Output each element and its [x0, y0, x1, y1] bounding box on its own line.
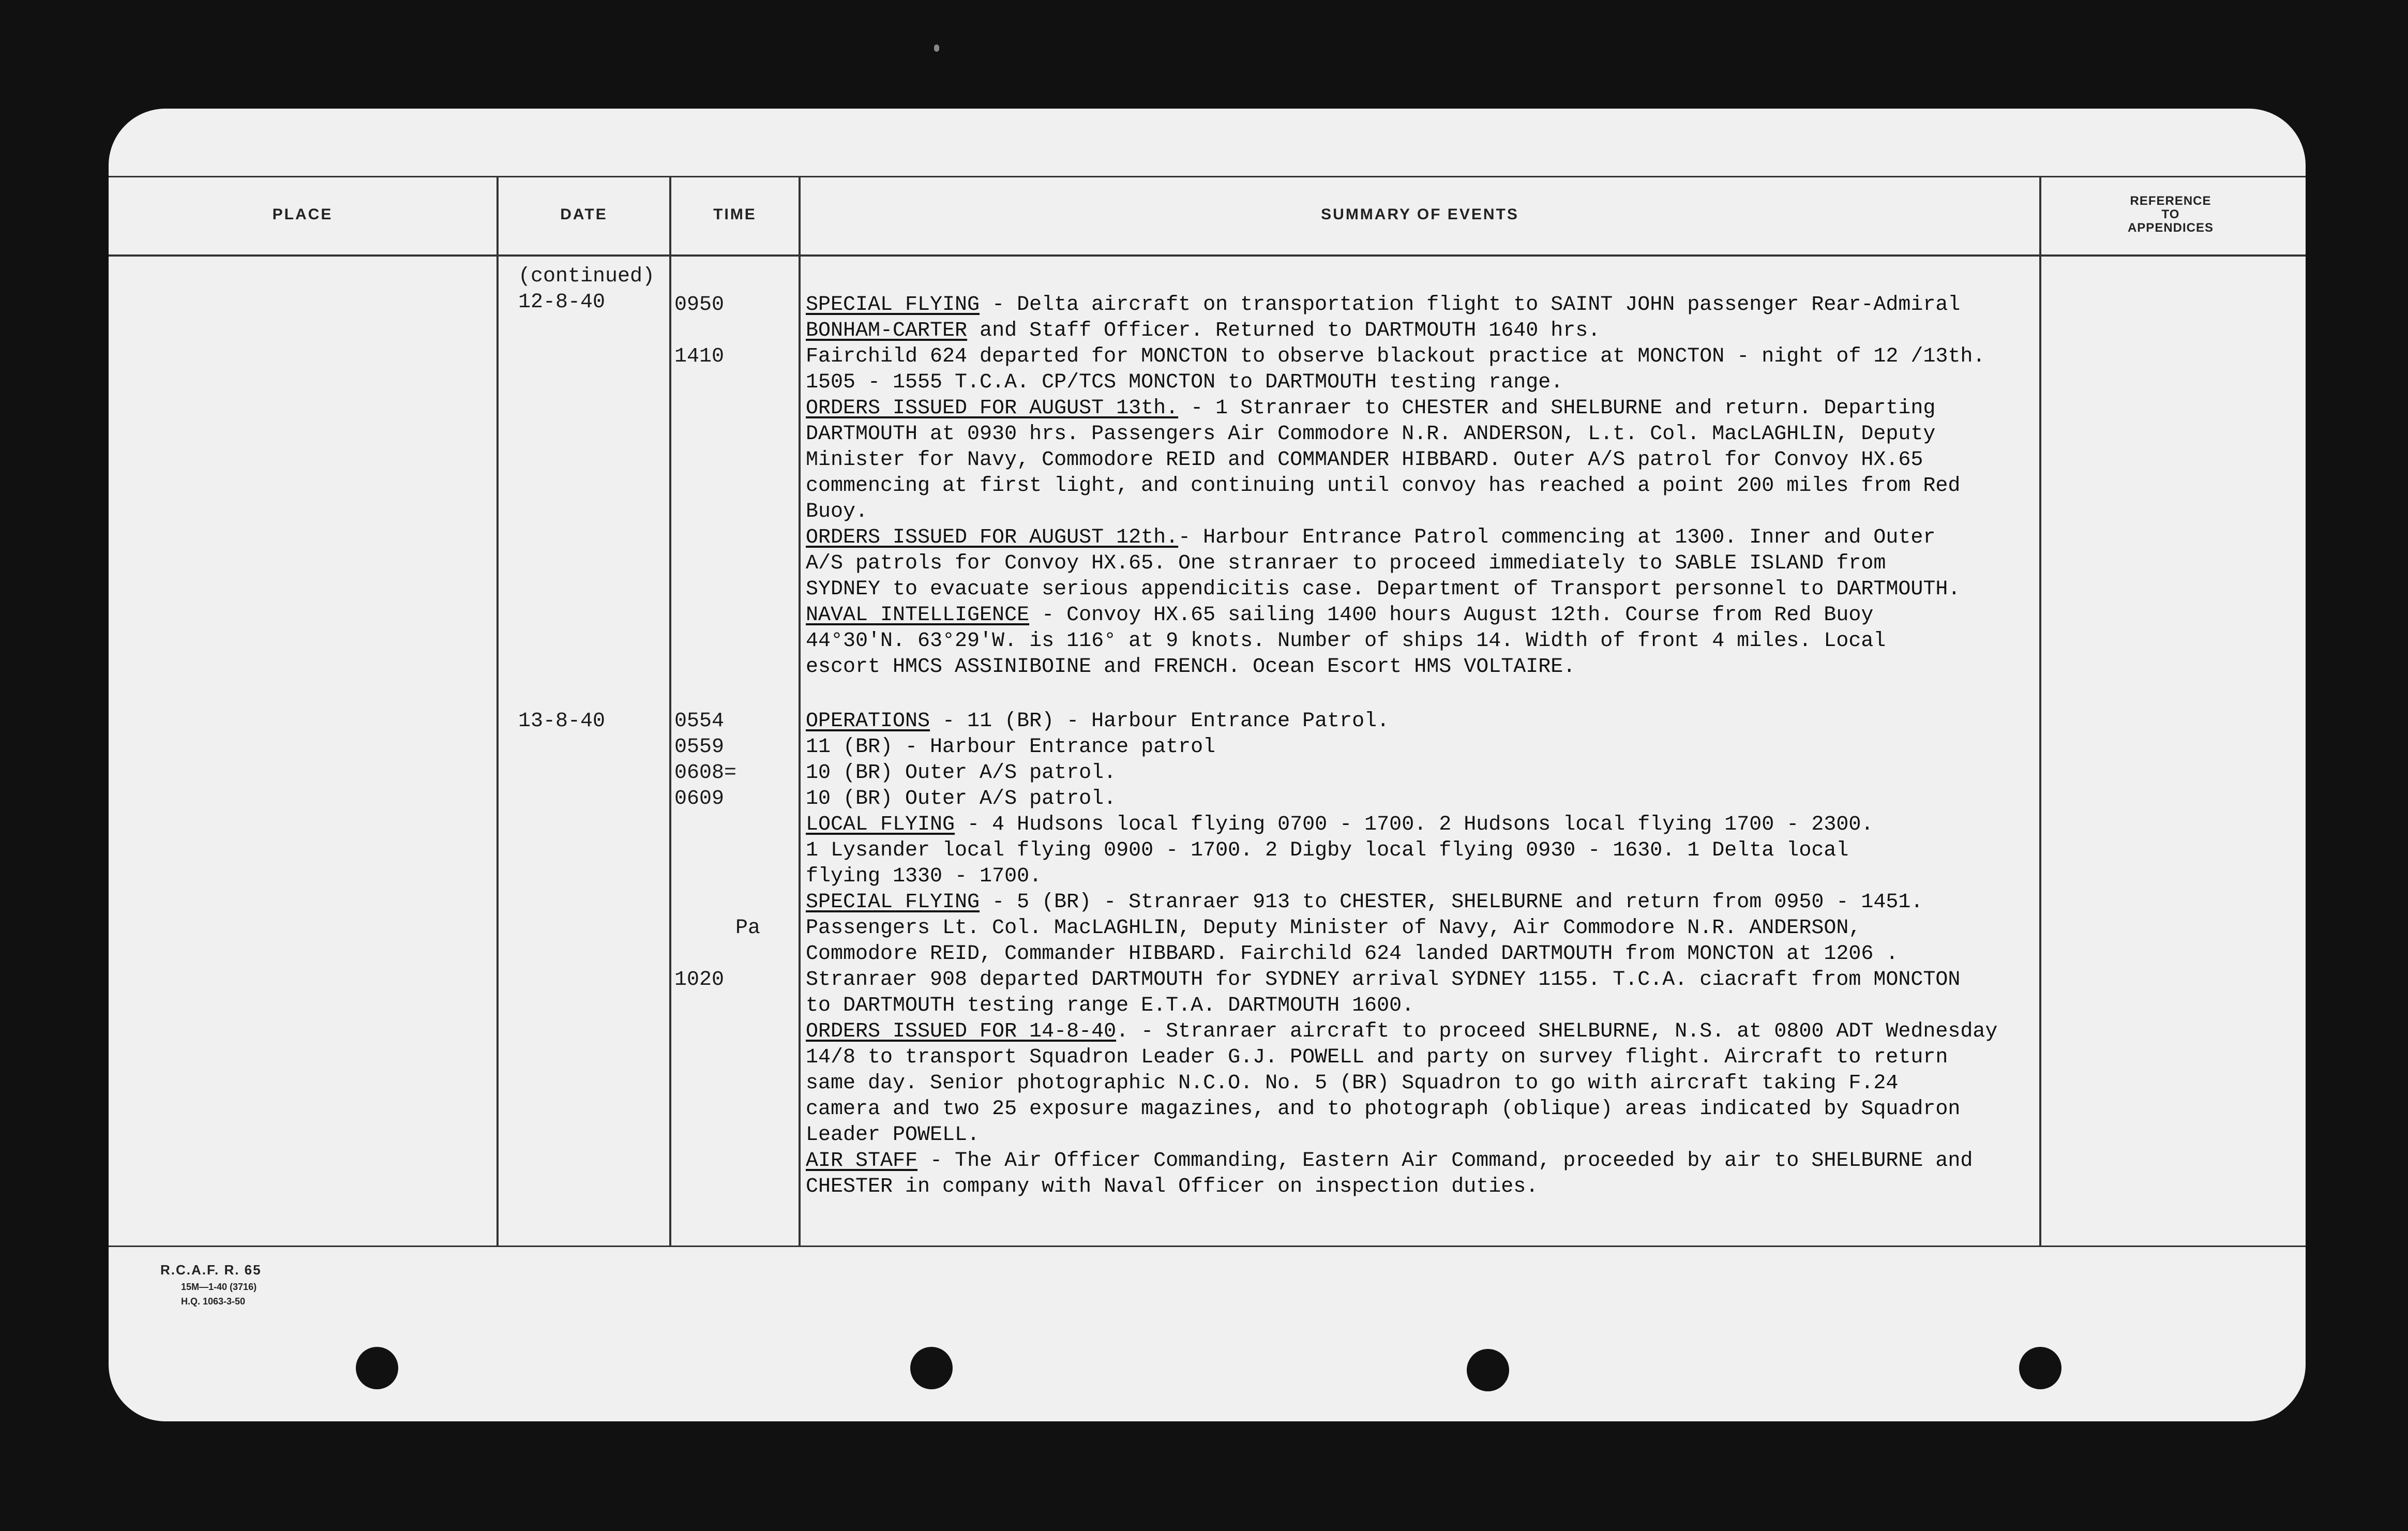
form-number: R.C.A.F. R. 65 [160, 1262, 262, 1278]
summary-line: CHESTER in company with Naval Officer on inspection duties. [806, 1175, 1539, 1198]
summary-line: escort HMCS ASSINIBOINE and FRENCH. Ocean Escort HMS VOLTAIRE. [806, 655, 1576, 679]
summary-line: 11 (BR) - Harbour Entrance patrol [806, 736, 1216, 759]
summary-line: Passengers Lt. Col. MacLAGHLIN, Deputy Minister of Navy, Air Commodore N.R. ANDERSON, [806, 917, 1861, 940]
summary-line: BONHAM-CARTER and Staff Officer. Returned to DARTMOUTH 1640 hrs. [806, 319, 1601, 342]
top-mark [934, 44, 939, 52]
punch-hole [1467, 1349, 1509, 1391]
punch-hole [910, 1347, 953, 1389]
divider-summary-reference [2039, 176, 2041, 1247]
header-date: DATE [560, 206, 608, 223]
summary-line: commencing at first light, and continuing until convoy has reached a point 200 miles from Red [806, 474, 1961, 498]
summary-line: SPECIAL FLYING - 5 (BR) - Stranraer 913 to CHESTER, SHELBURNE and return from 0950 - 1451. [806, 891, 1923, 914]
body-bottom-rule [109, 1245, 2306, 1247]
punch-hole [2019, 1347, 2061, 1389]
summary-line: OPERATIONS - 11 (BR) - Harbour Entrance Patrol. [806, 710, 1390, 733]
summary-line: AIR STAFF - The Air Officer Commanding, Eastern Air Command, proceeded by air to SHELBURNE and [806, 1149, 1973, 1173]
log-sheet [109, 109, 2306, 1421]
section-heading: SPECIAL FLYING [806, 891, 980, 914]
divider-place-date [496, 176, 499, 1247]
time-entry: 0609 [674, 787, 725, 810]
summary-underlined-name: BONHAM-CARTER [806, 319, 968, 342]
summary-line: ORDERS ISSUED FOR AUGUST 12th.- Harbour Entrance Patrol commencing at 1300. Inner and Outer [806, 526, 1936, 549]
section-heading: ORDERS ISSUED FOR AUGUST 13th. [806, 397, 1179, 420]
header-reference-line1: REFERENCE [2130, 194, 2211, 208]
summary-line: same day. Senior photographic N.C.O. No. 5 (BR) Squadron to go with aircraft taking F.24 [806, 1072, 1899, 1095]
date-entry: 12-8-40 [518, 291, 606, 314]
time-entry: 0950 [674, 293, 725, 317]
time-entry: 0554 [674, 710, 725, 733]
summary-line: 1 Lysander local flying 0900 - 1700. 2 Digby local flying 0930 - 1630. 1 Delta local [806, 839, 1849, 862]
summary-line: A/S patrols for Convoy HX.65. One stranraer to proceed immediately to SABLE ISLAND from [806, 552, 1886, 575]
date-entry: 13-8-40 [518, 710, 606, 733]
section-heading: SPECIAL FLYING [806, 293, 980, 317]
header-reference-line3: APPENDICES [2127, 221, 2214, 235]
header-place: PLACE [272, 206, 333, 223]
section-heading: ORDERS ISSUED FOR 14-8-40 [806, 1020, 1117, 1043]
divider-time-summary [799, 176, 801, 1247]
summary-line: ORDERS ISSUED FOR AUGUST 13th. - 1 Stranraer to CHESTER and SHELBURNE and return. Departing [806, 397, 1936, 420]
time-entry: 0608= [674, 761, 737, 785]
divider-date-time [669, 176, 671, 1247]
section-heading: ORDERS ISSUED FOR AUGUST 12th. [806, 526, 1179, 549]
summary-line: Commodore REID, Commander HIBBARD. Fairchild 624 landed DARTMOUTH from MONCTON at 1206 . [806, 942, 1899, 966]
summary-line: 10 (BR) Outer A/S patrol. [806, 787, 1117, 810]
summary-line: NAVAL INTELLIGENCE - Convoy HX.65 sailing 1400 hours August 12th. Course from Red Buoy [806, 604, 1874, 627]
time-entry: 0559 [674, 736, 725, 759]
punch-hole [356, 1347, 398, 1389]
summary-line: 10 (BR) Outer A/S patrol. [806, 761, 1117, 785]
print-code: 15M—1-40 (3716) [181, 1282, 257, 1292]
section-heading: NAVAL INTELLIGENCE [806, 604, 1030, 627]
time-entry: 1410 [674, 345, 725, 368]
summary-line: Stranraer 908 departed DARTMOUTH for SYDNEY arrival SYDNEY 1155. T.C.A. ciacraft from MONCTON [806, 968, 1961, 992]
summary-line: Leader POWELL. [806, 1123, 980, 1147]
summary-line: camera and two 25 exposure magazines, and to photograph (oblique) areas indicated by Squadron [806, 1098, 1961, 1121]
summary-line: Minister for Navy, Commodore REID and COMMANDER HIBBARD. Outer A/S patrol for Convoy HX.65 [806, 448, 1923, 472]
print-code: H.Q. 1063-3-50 [181, 1296, 246, 1307]
summary-line: SYDNEY to evacuate serious appendicitis case. Department of Transport personnel to DARTMOUTH. [806, 578, 1961, 601]
summary-line: 1505 - 1555 T.C.A. CP/TCS MONCTON to DARTMOUTH testing range. [806, 371, 1563, 394]
header-bottom-rule [109, 254, 2306, 257]
summary-line: SPECIAL FLYING - Delta aircraft on transportation flight to SAINT JOHN passenger Rear-Admiral [806, 293, 1961, 317]
header-reference-line2: TO [2161, 207, 2180, 221]
date-continued: (continued) [518, 265, 655, 288]
section-heading: LOCAL FLYING [806, 813, 955, 836]
section-heading: AIR STAFF [806, 1149, 918, 1173]
summary-line: 44°30'N. 63°29'W. is 116° at 9 knots. Number of ships 14. Width of front 4 miles. Local [806, 629, 1886, 653]
time-entry: 1020 [674, 968, 725, 992]
summary-line: LOCAL FLYING - 4 Hudsons local flying 0700 - 1700. 2 Hudsons local flying 1700 - 2300. [806, 813, 1874, 836]
summary-line: Buoy. [806, 500, 868, 523]
summary-line: Fairchild 624 departed for MONCTON to observe blackout practice at MONCTON - night of 12 /13th. [806, 345, 1985, 368]
margin-note: Pa [735, 917, 761, 940]
section-heading: OPERATIONS [806, 710, 930, 733]
header-summary: SUMMARY OF EVENTS [1321, 206, 1519, 223]
summary-line: DARTMOUTH at 0930 hrs. Passengers Air Commodore N.R. ANDERSON, L.t. Col. MacLAGHLIN, Deputy [806, 423, 1936, 446]
summary-line: flying 1330 - 1700. [806, 865, 1042, 888]
summary-line: to DARTMOUTH testing range E.T.A. DARTMOUTH 1600. [806, 994, 1414, 1017]
summary-line: ORDERS ISSUED FOR 14-8-40. - Stranraer aircraft to proceed SHELBURNE, N.S. at 0800 ADT Wednesday [806, 1020, 1998, 1043]
header-reference [2041, 176, 2300, 253]
summary-line: 14/8 to transport Squadron Leader G.J. POWELL and party on survey flight. Aircraft to return [806, 1046, 1948, 1069]
header-top-rule [109, 176, 2306, 177]
header-time: TIME [713, 206, 757, 223]
